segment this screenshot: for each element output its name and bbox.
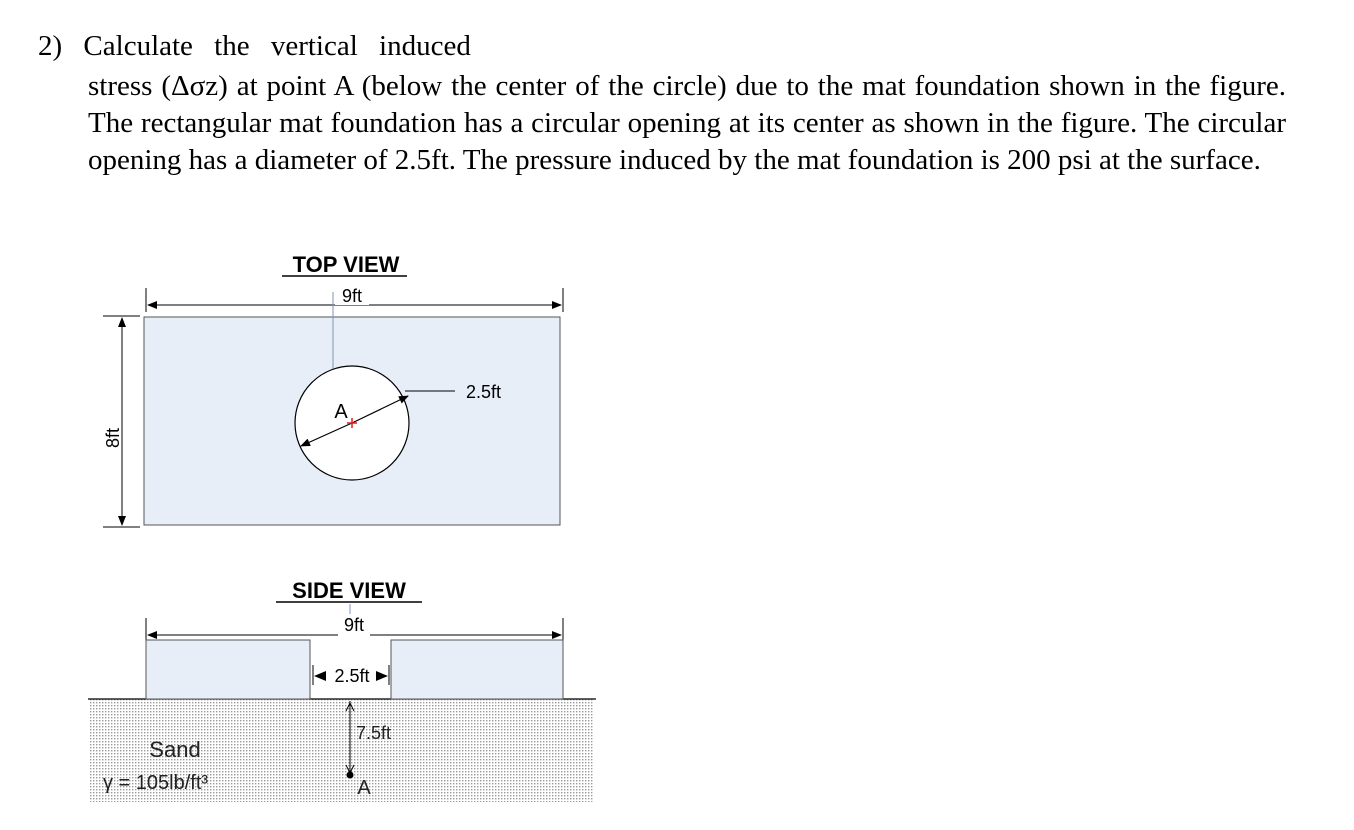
top-view: [103, 252, 563, 527]
top-width-dimension: [146, 283, 563, 312]
diameter-label: 2.5ft: [466, 382, 502, 402]
top-height-label: 8ft: [103, 427, 123, 449]
top-view-title: TOP VIEW: [292, 252, 400, 277]
side-point-label: A: [357, 777, 371, 799]
side-width-dimension: [146, 604, 563, 640]
side-point-a-marker: [347, 772, 354, 779]
mat-block-left: [146, 640, 310, 699]
side-view: [88, 578, 596, 802]
side-view-title: SIDE VIEW: [292, 578, 406, 603]
question-number: 2): [38, 30, 63, 62]
top-height-dimension: [103, 316, 140, 527]
mat-block-right: [391, 640, 563, 699]
question-first-line-text: Calculate the vertical induced: [83, 30, 471, 62]
depth-label: 7.5ft: [356, 723, 392, 743]
side-width-label: 9ft: [343, 615, 365, 635]
soil-name: Sand: [149, 737, 201, 762]
top-width-label: 9ft: [341, 286, 363, 306]
question-body: stress (Δσz) at point A (below the center of the circle) due to the mat foundation shown in the figure. The rectangular mat foundation has a circular opening at its center as shown in the figure. The circular opening has a diameter of 2.5ft. The pressure induced by the mat foundation is 200 psi at the surface.: [88, 70, 1286, 176]
gap-label: 2.5ft: [334, 666, 370, 686]
top-point-label: A: [334, 401, 348, 423]
gap-dimension: [313, 665, 389, 686]
soil-unit-weight: γ = 105lb/ft³: [103, 772, 209, 794]
